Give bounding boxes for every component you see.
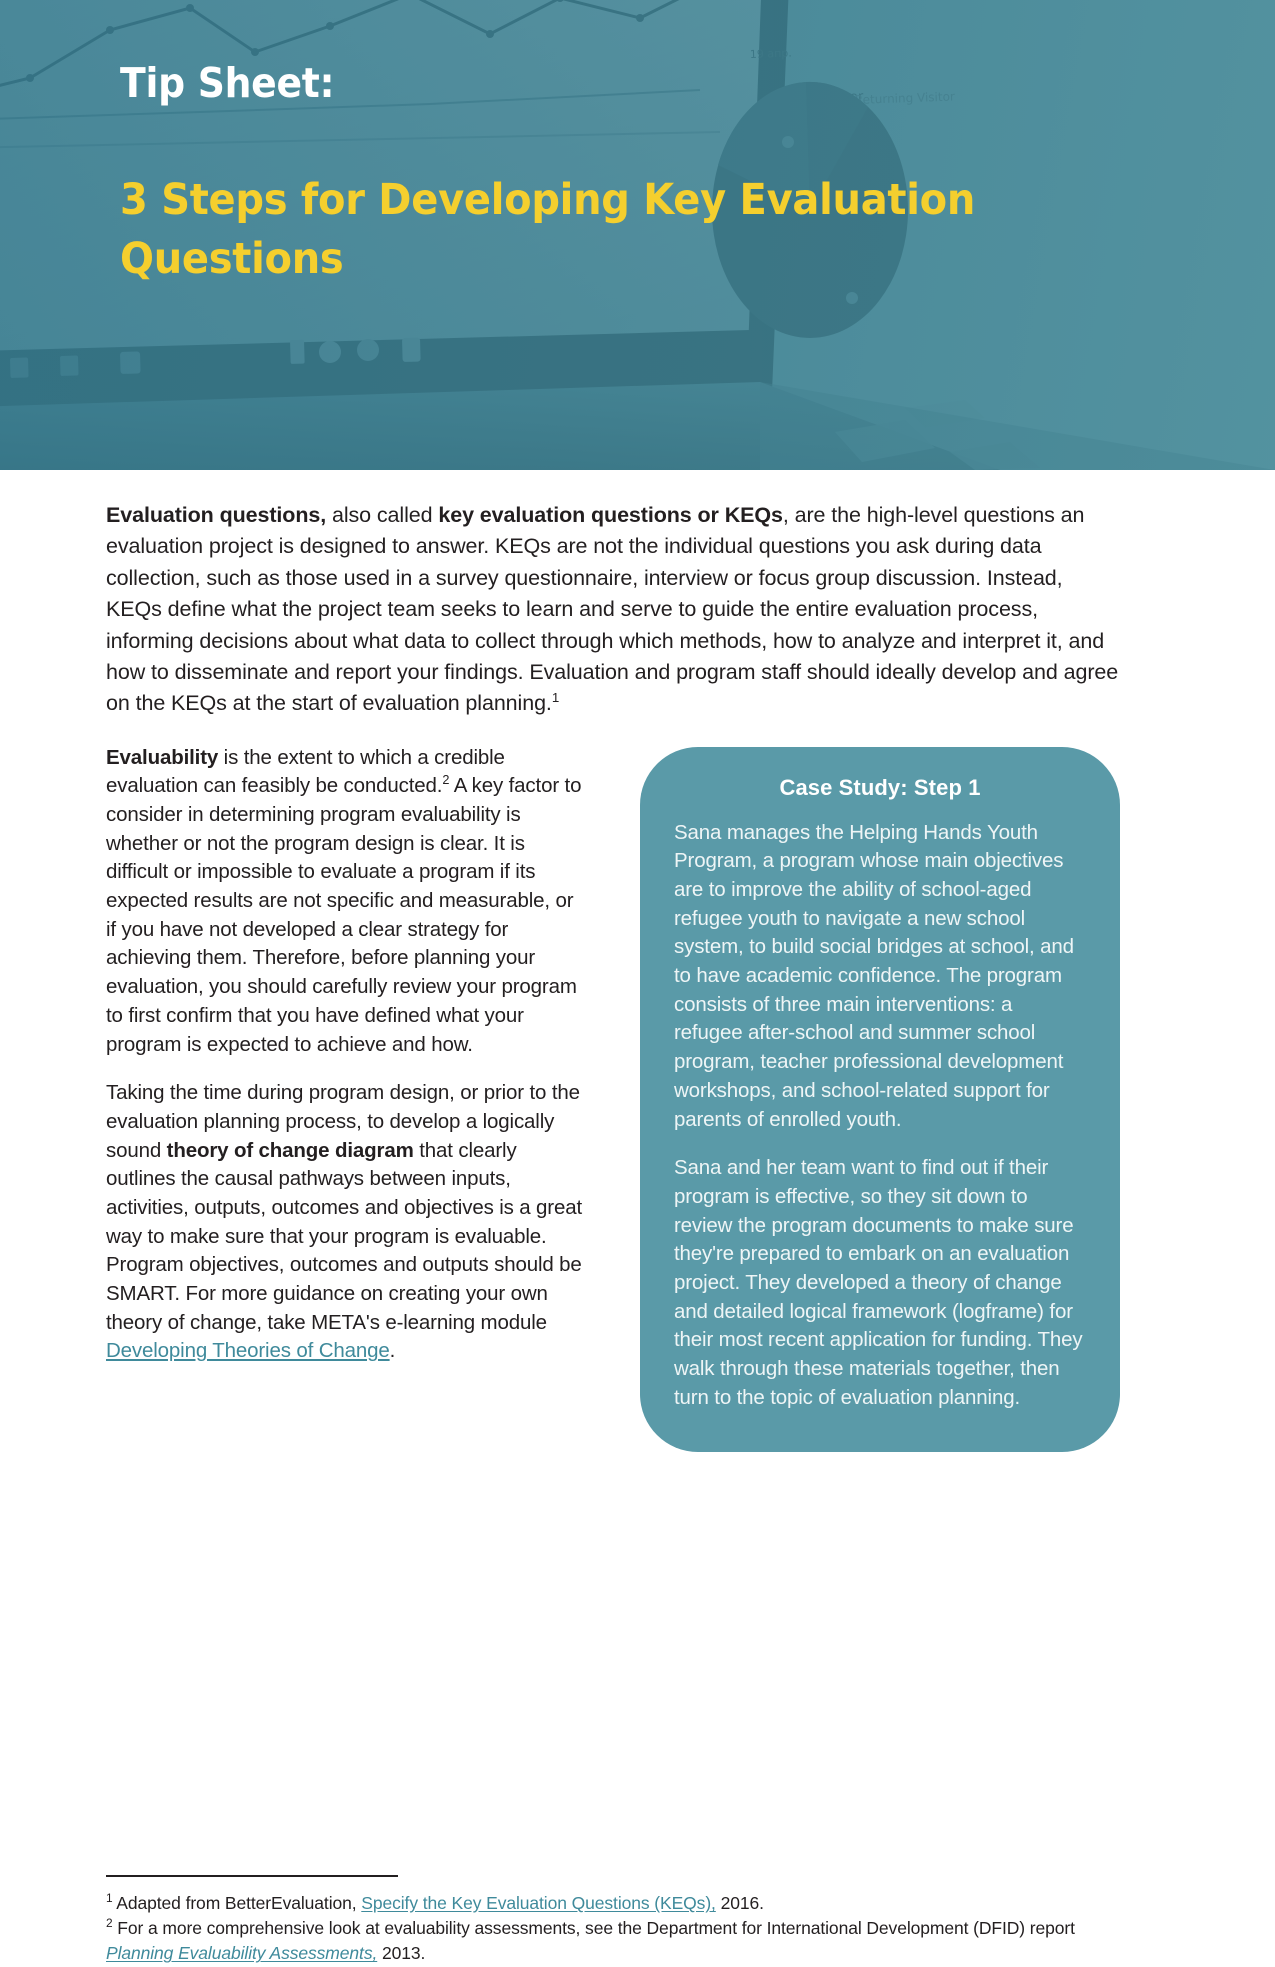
footnote-2-before: For a more comprehensive look at evaluability assessments, see the Department for International Development (DFID) report <box>112 1918 1075 1939</box>
case-study-body <box>674 819 1086 1413</box>
left-p2-c: . <box>389 1339 396 1363</box>
footnote-separator-rule <box>106 1875 398 1877</box>
hero-text-block <box>120 59 1050 290</box>
developing-theories-of-change-link[interactable]: Developing Theories of Change <box>106 1339 390 1363</box>
footnote-2-after: 2013. <box>377 1943 426 1964</box>
left-paragraph-2 <box>106 1079 586 1366</box>
page-body <box>0 470 1275 1964</box>
footnote-1-after: 2016. <box>715 1893 764 1913</box>
case-study-paragraph: Sana manages the Helping Hands Youth Program, a program whose main objectives are to improve the ability of school-aged refugee youth to navigate a new school system, to build social bridges at school, and to have academic confidence. The program consists of three main interventions: a refugee after-school and summer school program, teacher professional development workshops, and school-related support for parents of enrolled youth. <box>674 820 1074 1131</box>
hero-title: 3 Steps for Developing Key Evaluation Questions <box>120 175 976 285</box>
intro-footnote-marker: 1 <box>551 690 560 706</box>
left-p2-a: Taking the time during program design, or prior to the evaluation planning process, to develop a logically sound <box>106 1081 580 1162</box>
left-column <box>106 744 586 1366</box>
intro-paragraph <box>106 500 1120 720</box>
evaluability-bold: Evaluability <box>106 745 219 769</box>
two-column-region <box>106 744 1120 1409</box>
case-study-title: Case Study: Step 1 <box>779 774 981 800</box>
hero-kicker: Tip Sheet: <box>120 59 335 107</box>
footnote-2-link[interactable]: Planning Evaluability Assessments, <box>106 1943 378 1964</box>
intro-bold-2: key evaluation questions or KEQs <box>438 503 783 527</box>
footnote-1-before: Adapted from BetterEvaluation, <box>112 1893 362 1913</box>
left-p1-footnote-marker: 2 <box>442 772 450 788</box>
left-paragraph-1 <box>106 744 586 1060</box>
footnote-1-link[interactable]: Specify the Key Evaluation Questions (KEQs), <box>361 1893 716 1913</box>
case-study-callout <box>640 747 1120 1453</box>
left-p2-b: that clearly outlines the causal pathways between inputs, activities, outputs, outcomes and objectives is a great way to make sure that your program is evaluable. Program objectives, outcomes and outputs should be SMART. For more guidance on creating your own theory of change, take META's e-learning module <box>106 1138 583 1334</box>
intro-text-1: also called <box>326 503 439 527</box>
intro-rest: , are the high-level questions an evaluation project is designed to answer. KEQs are not the individual questions you ask during data collection, such as those used in a survey questionnaire, interview or focus group discussion. Instead, KEQs define what the project team seeks to learn and serve to guide the entire evaluation process, informing decisions about what data to collect through which methods, how to analyze and interpret it, and how to disseminate and report your findings. Evaluation and program staff should ideally develop and agree on the KEQs at the start of evaluation planning. <box>106 503 1119 716</box>
footnote-1-marker: 1 <box>106 1891 113 1906</box>
footnote-2 <box>106 1916 1120 1966</box>
footnotes-section <box>106 1875 1120 1967</box>
intro-lead-bold: Evaluation questions, <box>106 503 327 527</box>
left-p1-a: is the extent to which a credible evaluation can feasibly be conducted. <box>106 745 505 798</box>
case-study-paragraph: Sana and her team want to find out if their program is effective, so they sit down to review the program documents to make sure they're prepared to embark on an evaluation project. They developed a theory of change and detailed logical framework (logframe) for their most recent application for funding. They walk through these materials together, then turn to the topic of evaluation planning. <box>674 1156 1083 1409</box>
hero-banner <box>0 0 1275 470</box>
theory-of-change-bold: theory of change diagram <box>166 1138 414 1162</box>
footnote-1 <box>106 1891 1120 1916</box>
footnote-2-marker: 2 <box>106 1916 113 1931</box>
left-p1-b: A key factor to consider in determining program evaluability is whether or not the program design is clear. It is difficult or impossible to evaluate a program if its expected results are not specific and measurable, or if you have not developed a clear strategy for achieving them. Therefore, before planning your evaluation, you should carefully review your program to first confirm that you have defined what your program is expected to achieve and how. <box>106 774 582 1056</box>
content-area <box>0 470 1275 1409</box>
